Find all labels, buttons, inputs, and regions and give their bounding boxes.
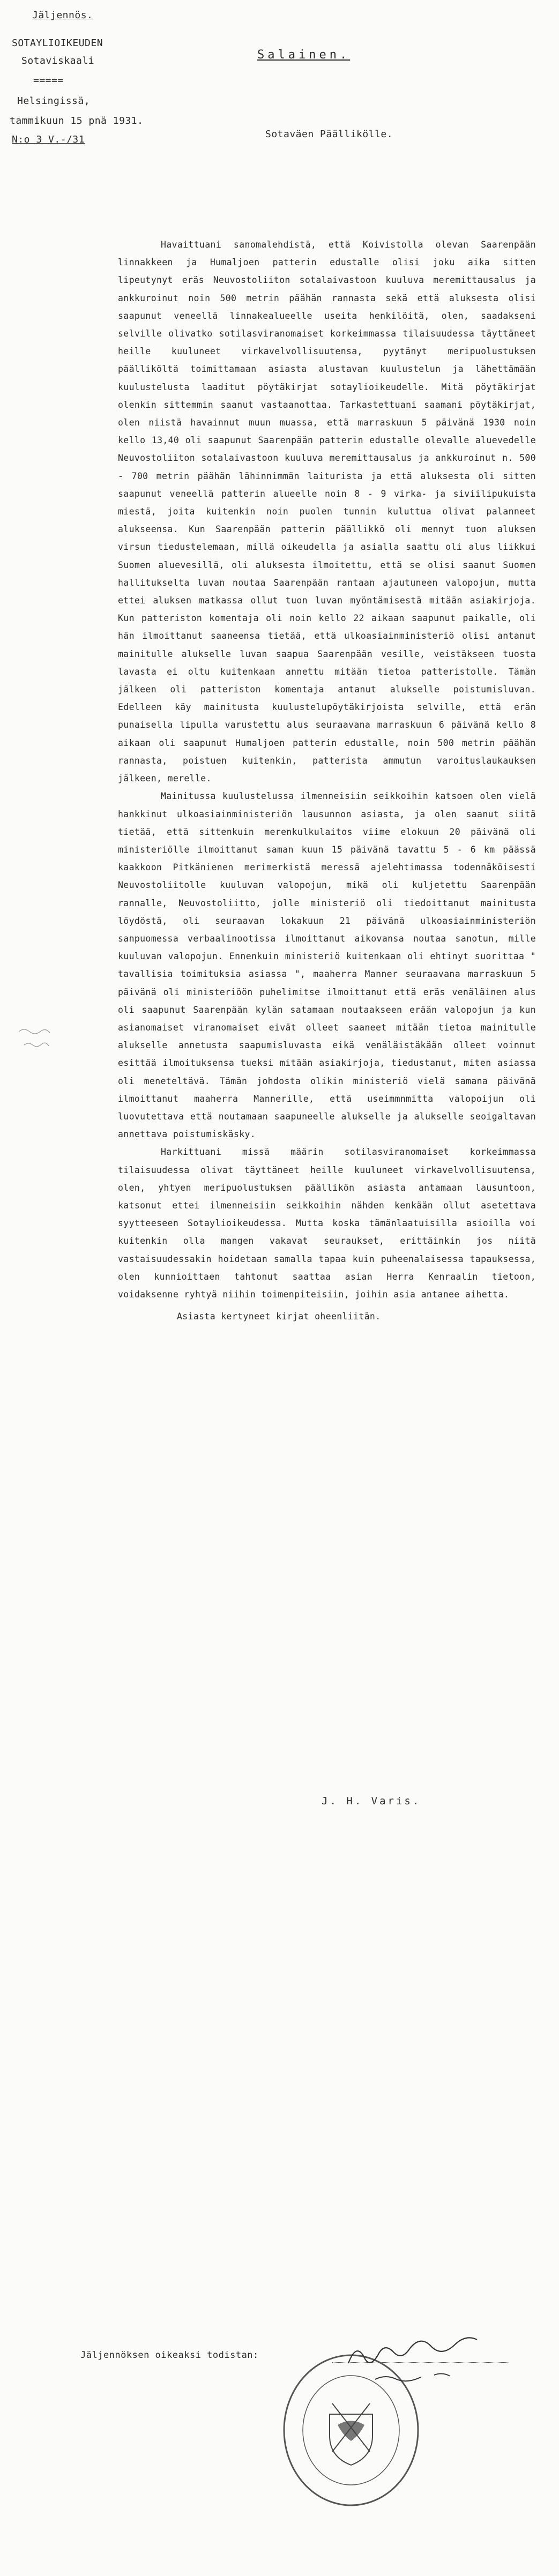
margin-scribble-icon bbox=[16, 1021, 80, 1058]
paragraph-4: Asiasta kertyneet kirjat oheenliitän. bbox=[177, 1311, 381, 1322]
copy-mark: Jäljennös. bbox=[32, 10, 93, 21]
classification-label: Salainen. bbox=[257, 48, 351, 62]
paragraph-2: Mainitussa kuulustelussa ilmenneisiin seikkoihin katsoen olen vielä hankkinut ulkoasiainministeriön lausunnon asiasta, ja olen saanut siitä tietää, että sittenkuin merenkulkulaitos viime elokuun 20 päivänä oli ministeriölle ilmoittanut saman kuun 15 päivänä tavattu 5 - 6 km päässä kaakkoon Pitkänienen merimerkistä meressä ajelehtimassa todennäköisesti Neuvostoliitolle kuuluvan valopojun, mikä oli kuljetettu Saarenpään rannalle, Neuvostoliitto, jolle ministeriö oli tiedoittanut mainitusta löydöstä, oli seuraavan lokakuun 21 päivänä ulkoasiainministeriön sanpuomessa verbaalinootissa ilmoittanut aikovansa noutaa sanotun, mille kuuluvan valopojun. Ennenkuin ministeriö kuitenkaan oli ehtinyt suorittaa " tavallisia toimituksia asiassa ", maaherra Manner seuraavana marraskuun 5 päivänä oli ministeriöön puhelimitse ilmoittanut että eräs venäläinen alus oli saapunut Saarenpään kylän satamaan noutaakseen erään valopojun ja kun asianomaiset viranomaiset eivät olleet saaneet mitään tietoa mainitulle alukselle annetusta saapumisluvasta eikä venäläistäkään olleet voinnut esittää ilmoituksensa tueksi mitään asiakirjoja, tiedustanut, miten asiassa oli meneteltävä. Tämän johdosta olikin ministeriö vielä samana päivänä ilmoittanut maaherra Mannerille, että useimmnmitta valopoijun oli luovutettava että noutamaan saapuneelle alukselle ja alukselle seoigaltavan annettava poistumiskäsky. bbox=[118, 791, 536, 1140]
date-line: tammikuun 15 pnä 1931. bbox=[10, 115, 144, 126]
reference-number: N:o 3 V.-/31 bbox=[12, 134, 85, 145]
organization-name: SOTAYLIOIKEUDEN bbox=[12, 38, 103, 49]
attestation-line: Jäljennöksen oikeaksi todistan: bbox=[80, 2350, 259, 2361]
paragraph-1: Havaittuani sanomalehdistä, että Koivistolla olevan Saarenpään linnakkeen ja Humaljoen patterin edustalle olisi joku aika sitten lipeutynyt eräs Neuvostoliiton sotalaivastoon kuuluva meremittausalus ja ankkuroinut noin 500 metrin päähän rannasta sekä että aluksesta olisi saapunut veneellä linnakealueelle useita henkilöitä, olen, saadakseni selville olivatko sotilasviranomaiset korkeimmassa tilaisuudessa täyttäneet heille kuuluneet virkavelvollisuutensa, pyytänyt meripuolustuksen päälliköltä toimittamaan asiasta alustavan kuulustelun ja lähettämään kuulustelusta laaditut pöytäkirjat sotaylioikeudelle. Mitä pöytäkirjat olenkin sittemmin saanut vastaanottaa. Tarkastettuani saamani pöytäkirjat, olen niistä havainnut muun muassa, että marraskuun 5 päivänä 1930 noin kello 13,40 oli saapunut Saarenpään patterin edustalle olevalle aluevedelle Neuvostoliiton sotalaivastoon kuuluva meremittausalus ja ankkuroinut n. 500 - 700 metrin päähän lähinnimmän laiturista ja että aluksesta oli sitten saapunut veneellä patterin alueelle noin 8 - 9 virka- ja siviilipukuista miestä, joita kuitenkin noin puolen tunnin kuluttua olivat palanneet alukseensa. Kun Saarenpään patterin päällikkö oli mennyt tuon aluksen virsun tiedustelemaan, millä oikeudella ja asialla saattu oli alus liikkui Suomen aluevesillä, oli aluksesta ilmoitettu, että se olisi saanut Suomen hallitukselta luvan noutaa Saarenpään rantaan ajautuneen valopojun, mutta ettei aluksen matkassa ollut tuon luvan myöntämisestä mitään asiakirjoja. Kun patteriston komentaja oli noin kello 22 aikaan saapunut paikalle, oli hän ilmoittanut saaneensa tietää, että ulkoasiainministeriö olisi antanut mainitulle alukselle luvan saapua Saarenpään vesille, veistäkseen tuosta lavasta ei oltu kuitenkaan annettu mitään tietoa patteristolle. Tämän jälkeen oli patteriston komentaja antanut alukselle poistumisluvan. Edelleen käy mainitusta kuulustelupöytäkirjoista selville, että erän punaisella lipulla varustettu alus seuraavana marraskuun 6 päivänä kello 8 aikaan oli saapunut Humaljoen patterin edustalle, noin 500 metrin päähän rannasta, poistuen kuitenkin, patterista ammutun varoituslaukauksen jälkeen, merelle. bbox=[118, 240, 536, 784]
recipient-line: Sotaväen Päällikölle. bbox=[265, 129, 393, 140]
separator: ===== bbox=[33, 75, 64, 86]
signer-name: J. H. Varis. bbox=[322, 1795, 421, 1807]
letter-body bbox=[118, 236, 536, 1325]
place-line: Helsingissä, bbox=[17, 95, 91, 107]
department-name: Sotaviskaali bbox=[21, 55, 95, 66]
handwritten-signature-icon bbox=[343, 2326, 515, 2401]
paragraph-3: Harkittuani missä määrin sotilasviranomaiset korkeimmassa tilaisuudessa olivat täyttäneet heille kuuluneet virkavelvollisuutensa, olen, yhtyen meripuolustuksen päällikön asiasta antamaan lausuntoon, katsonut ettei ilmenneisiin seikkoihin nähden kenkään ollut asetettava syytteeseen Sotaylioikeudessa. Mutta koska tämänlaatuisilla asioilla voi kuitenkin olla mangen vakavat seuraukset, erittäinkin jos niitä vastaisuudessakin hoidetaan samalla tapaa kuin puheenalaisessa tapauksessa, olen kunnioittaen tahtonut saattaa asian Herra Kenraalin tietoon, voidaksenne ryhtyä niihin toimenpiteisiin, joihin asia antanee aihetta. bbox=[118, 1147, 536, 1300]
